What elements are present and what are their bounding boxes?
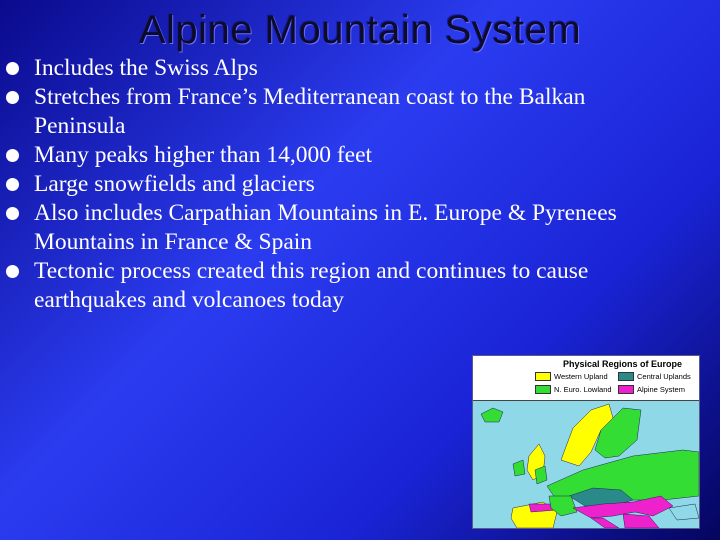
map-graphic: [473, 400, 699, 528]
bullet-item: [6, 199, 626, 257]
bullet-item: [6, 141, 626, 170]
legend-item: [618, 372, 691, 381]
bullet-dot-icon: [6, 91, 19, 104]
ireland-region: [513, 460, 525, 476]
legend-swatch: [618, 372, 634, 381]
italy-apennines: [591, 518, 619, 528]
legend-label: Alpine System: [637, 385, 685, 394]
europe-physical-map: [472, 355, 700, 529]
bullet-item: [6, 54, 626, 83]
map-legend: [473, 356, 699, 401]
legend-item: [535, 372, 608, 381]
bullet-text: Many peaks higher than 14,000 feet: [34, 142, 373, 168]
bullet-dot-icon: [6, 178, 19, 191]
bullet-item: [6, 257, 626, 315]
legend-label: N. Euro. Lowland: [554, 385, 612, 394]
bullet-item: [6, 170, 626, 199]
legend-label: Central Uplands: [637, 372, 691, 381]
bullet-text: Tectonic process created this region and continues to cause earthquakes and volcanoes today: [34, 258, 589, 313]
bullet-text: Also includes Carpathian Mountains in E. Europe & Pyrenees Mountains in France & Spain: [34, 200, 617, 255]
legend-label: Western Upland: [554, 372, 608, 381]
bullet-text: Includes the Swiss Alps: [34, 55, 258, 81]
legend-swatch: [535, 372, 551, 381]
black-sea: [669, 504, 699, 520]
legend-item: [618, 385, 685, 394]
slide-title: Alpine Mountain System: [138, 8, 582, 52]
legend-swatch: [618, 385, 634, 394]
map-title: Physical Regions of Europe: [563, 359, 683, 369]
bullet-dot-icon: [6, 62, 19, 75]
bullet-item: [6, 83, 626, 141]
bullet-dot-icon: [6, 149, 19, 162]
bullet-list: [6, 54, 626, 315]
balkans-alpine: [623, 514, 659, 528]
bullet-text: Large snowfields and glaciers: [34, 171, 315, 197]
iceland-region: [481, 408, 503, 422]
bullet-dot-icon: [6, 207, 19, 220]
bullet-dot-icon: [6, 265, 19, 278]
legend-swatch: [535, 385, 551, 394]
legend-item: [535, 385, 612, 394]
bullet-text: Stretches from France’s Mediterranean coast to the Balkan Peninsula: [34, 84, 586, 139]
